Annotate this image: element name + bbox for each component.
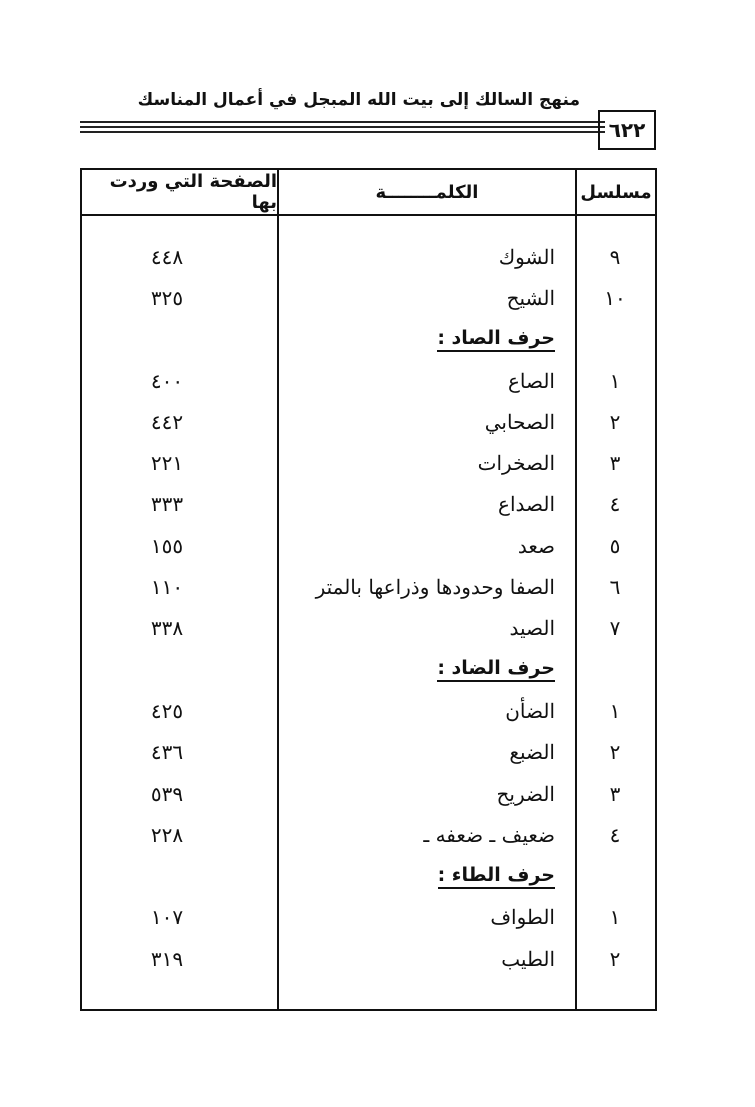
serial-cell: ٤ [609,822,621,847]
page-number-box: ٦٢٢ [598,110,656,150]
section-heading-text: حرف الطاء : [438,864,555,889]
table-row [82,897,655,938]
word-cell: الصيد [509,616,555,641]
word-cell: الصفا وحدودها وذراعها بالمتر [315,575,555,600]
serial-cell: ١ [609,905,621,930]
table-row [82,773,655,814]
page-cell: ٣١٩ [150,946,184,971]
serial-cell: ٢ [609,740,621,765]
table-row [82,401,655,442]
table-row [82,732,655,773]
column-header-serial: مسلسل [580,181,652,203]
table-row [82,484,655,525]
word-cell: ضعيف ـ ضعفه ـ [423,822,555,847]
header-rule-top [80,121,605,123]
word-cell: الطواف [490,905,555,930]
page-cell: ٢٢١ [150,451,184,476]
serial-cell: ٣ [609,451,621,476]
page-cell: ١٠٧ [150,905,184,930]
word-cell: صعد [517,533,555,558]
section-heading-text: حرف الصاد : [437,327,555,352]
page-cell: ١٥٥ [150,533,184,558]
serial-cell: ٧ [609,616,621,641]
word-cell: الضأن [505,698,555,723]
word-cell: الصداع [498,492,555,517]
page-cell: ٢٢٨ [150,822,184,847]
serial-cell: ١٠ [604,285,626,310]
table-row [82,360,655,401]
table-row [82,525,655,566]
word-cell: الضريح [496,781,555,806]
serial-cell: ٣ [609,781,621,806]
word-cell: الصاع [507,368,555,393]
table-row [82,236,655,277]
serial-cell: ١ [609,698,621,723]
table-row [82,814,655,855]
page-cell: ٣٣٨ [150,616,184,641]
index-table [80,168,657,1011]
column-header-page: الصفحة التي وردت بها [109,171,277,213]
section-heading [437,649,555,690]
page-cell: ١١٠ [150,575,184,600]
section-row [82,649,655,690]
section-row [82,855,655,896]
page-cell: ٤٤٨ [150,244,184,269]
table-row [82,277,655,318]
page-cell: ٤٣٦ [150,740,184,765]
serial-cell: ٦ [609,575,621,600]
page-cell: ٤٤٢ [150,409,184,434]
serial-cell: ٤ [609,492,621,517]
page-cell: ٣٣٣ [150,492,184,517]
word-cell: الطيب [501,946,555,971]
serial-cell: ٥ [609,533,621,558]
header-rule-bottom [80,131,605,133]
header-rule-middle [80,126,605,128]
serial-cell: ٢ [609,409,621,434]
table-row [82,938,655,979]
section-heading [438,855,555,896]
page-cell: ٤٠٠ [150,368,184,393]
section-heading-text: حرف الضاد : [437,657,555,682]
table-body [82,236,655,979]
table-row [82,608,655,649]
word-cell: الصحابي [484,409,555,434]
column-header-word: الكلمــــــــة [375,181,479,203]
word-cell: الشيح [506,285,555,310]
word-cell: الضبع [509,740,555,765]
word-cell: الصخرات [477,451,555,476]
serial-cell: ٩ [609,244,621,269]
header-divider [82,214,655,216]
page-cell: ٥٣٩ [150,781,184,806]
table-row [82,690,655,731]
serial-cell: ٢ [609,946,621,971]
section-row [82,319,655,360]
table-row [82,442,655,483]
section-heading [437,319,555,360]
word-cell: الشوك [498,244,555,269]
page-cell: ٤٢٥ [150,698,184,723]
page-cell: ٣٢٥ [150,285,184,310]
table-row [82,566,655,607]
serial-cell: ١ [609,368,621,393]
running-header-title: منهج السالك إلى بيت الله المبجل في أعمال المناسك [137,90,580,110]
